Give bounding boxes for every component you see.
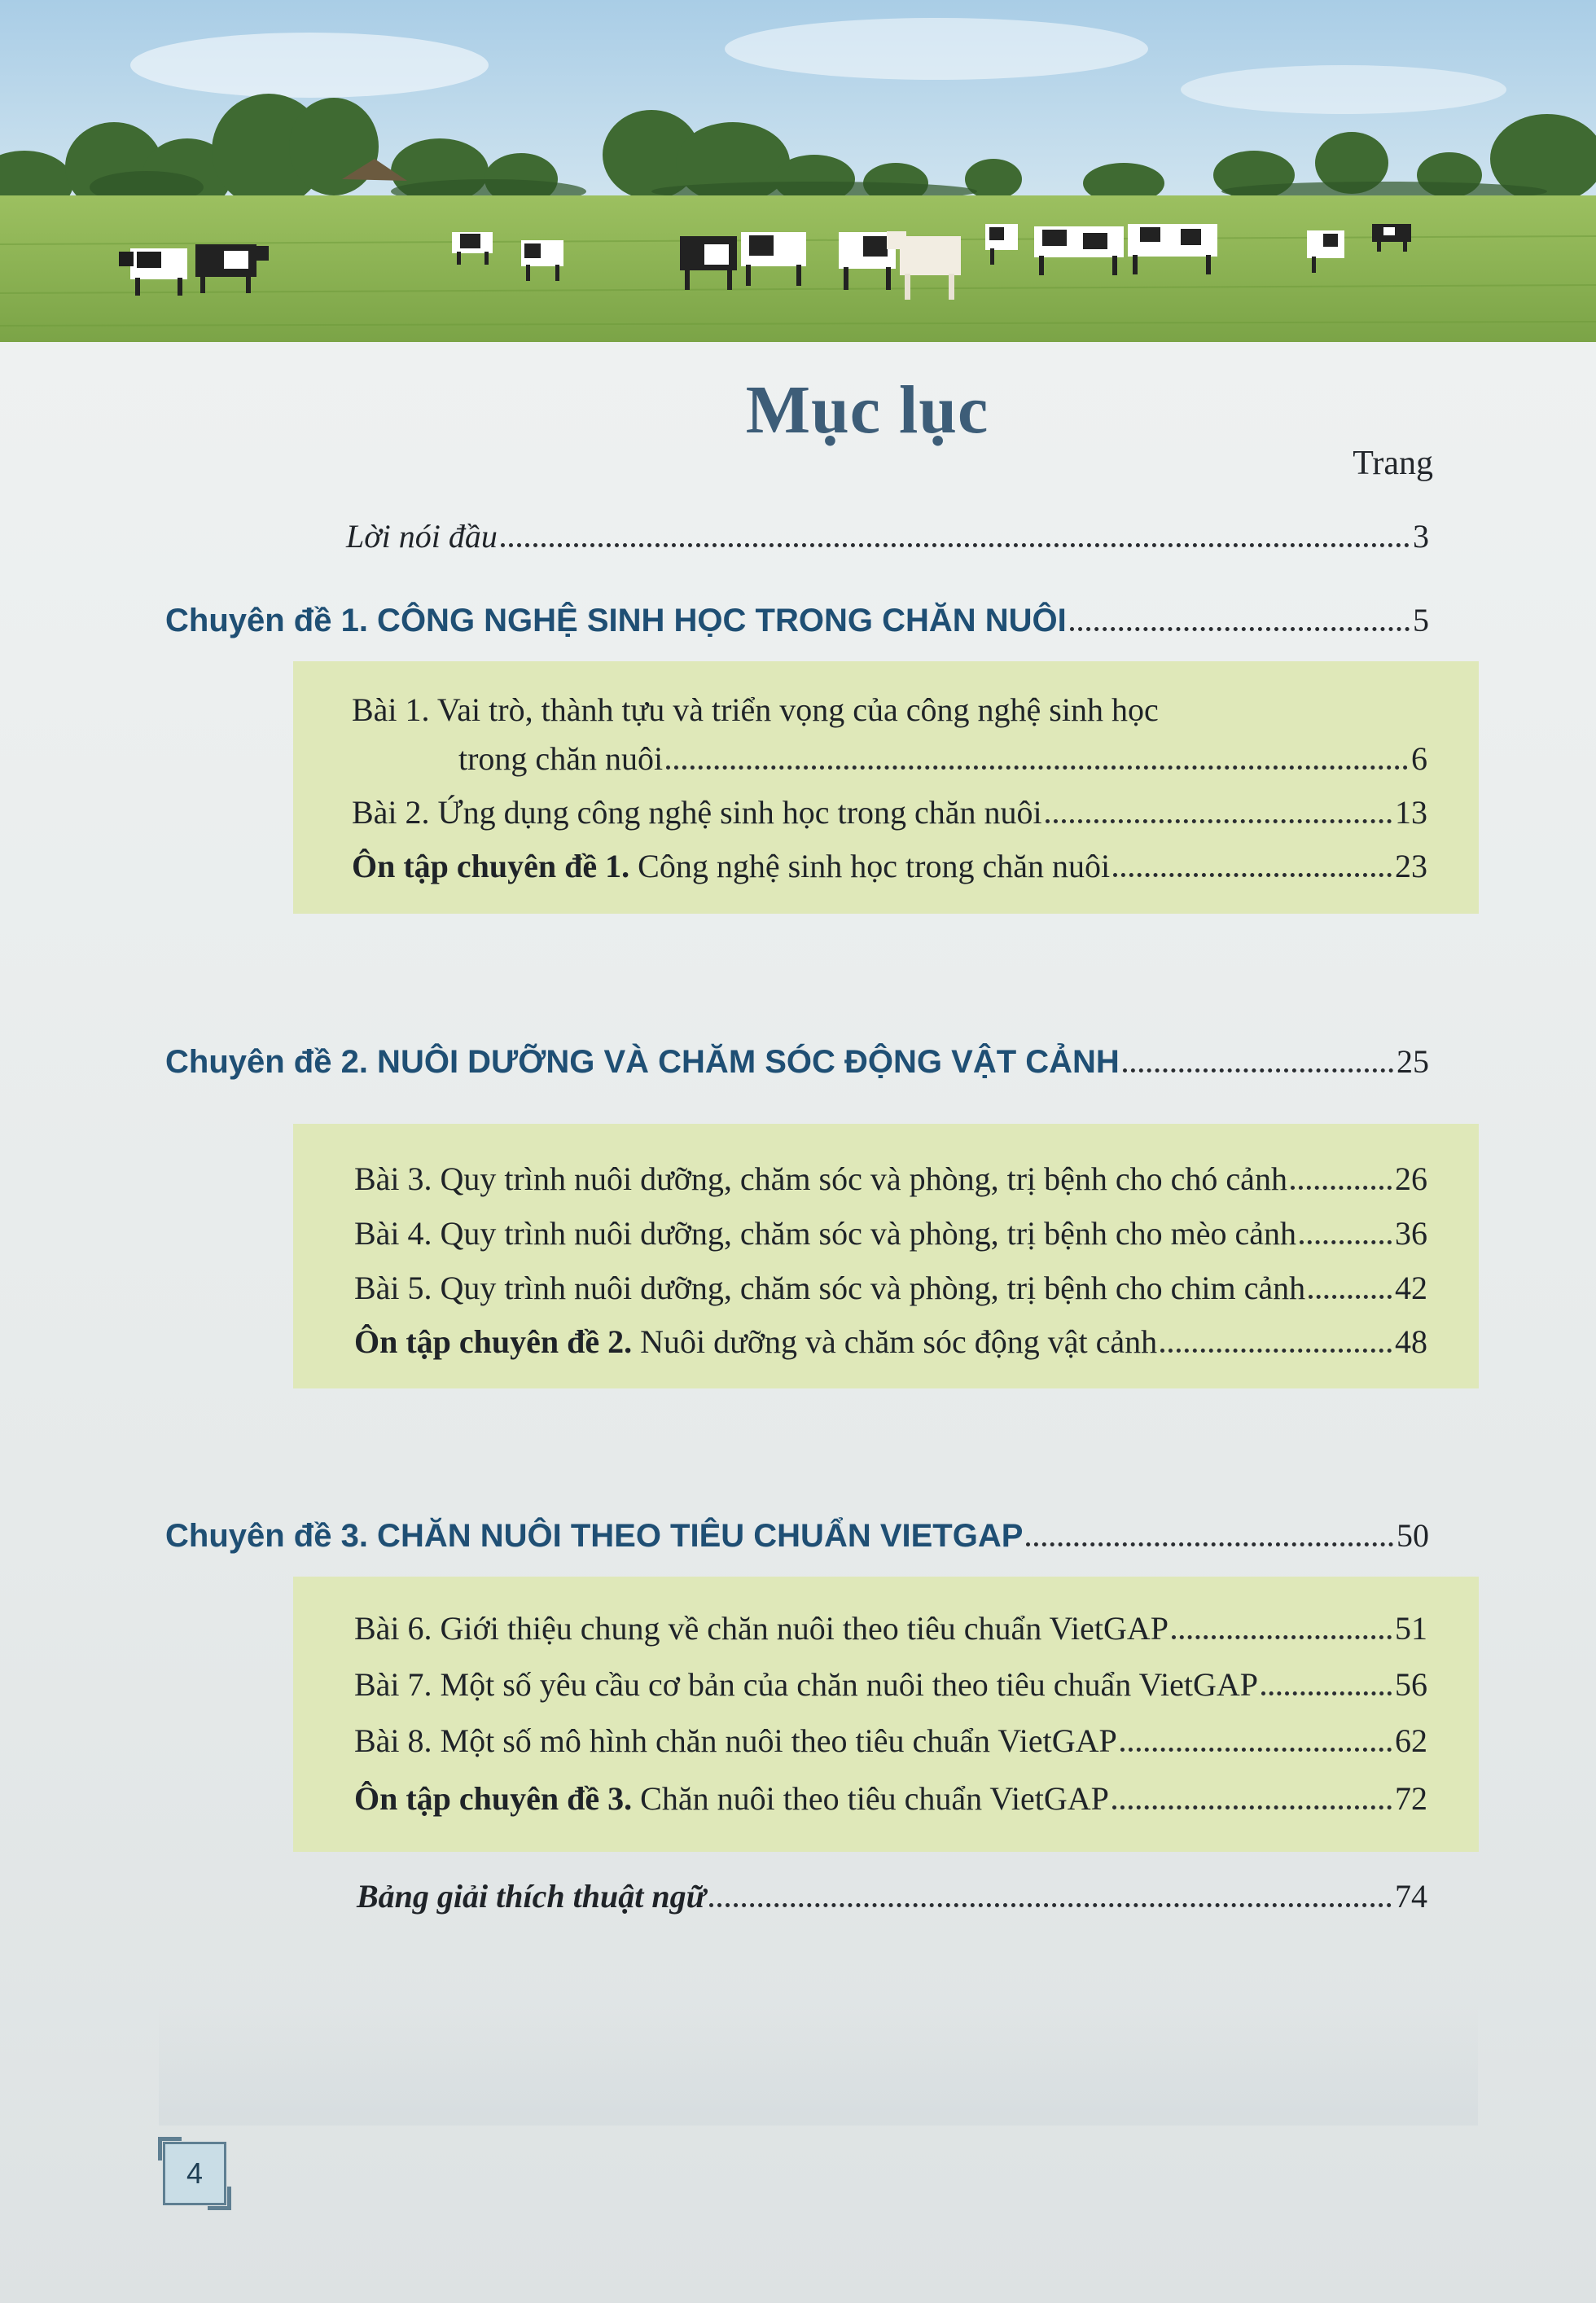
dot-leader bbox=[1112, 1805, 1392, 1809]
dot-leader bbox=[1120, 1748, 1392, 1752]
toc-page-number: 50 bbox=[1396, 1517, 1429, 1554]
toc-page-number: 13 bbox=[1395, 794, 1427, 831]
toc-entry-glossary[interactable] bbox=[357, 1877, 1427, 1915]
review-label: Nuôi dưỡng và chăm sóc động vật cảnh bbox=[632, 1323, 1158, 1360]
dot-leader bbox=[501, 543, 1410, 547]
lesson-label: Bài 3. Quy trình nuôi dưỡng, chăm sóc và phòng, trị bệnh cho chó cảnh bbox=[354, 1160, 1287, 1197]
toc-lesson-5[interactable] bbox=[354, 1269, 1427, 1307]
toc-review-3[interactable] bbox=[354, 1779, 1427, 1818]
toc-page-number: 25 bbox=[1396, 1043, 1429, 1080]
toc-page-number: 5 bbox=[1413, 602, 1429, 638]
chapter-label: Chuyên đề 3. CHĂN NUÔI THEO TIÊU CHUẨN VIETGAP bbox=[165, 1518, 1024, 1554]
review-label: Chăn nuôi theo tiêu chuẩn VietGAP bbox=[632, 1780, 1109, 1817]
toc-chapter-1[interactable] bbox=[165, 601, 1429, 639]
toc-page-number: 36 bbox=[1395, 1215, 1427, 1252]
lesson-label: Bài 6. Giới thiệu chung về chăn nuôi theo tiêu chuẩn VietGAP bbox=[354, 1610, 1169, 1647]
review-bold-label: Ôn tập chuyên đề 3. bbox=[354, 1780, 633, 1817]
dot-leader bbox=[1261, 1691, 1392, 1695]
dot-leader bbox=[1026, 1542, 1393, 1546]
toc-lesson-1[interactable] bbox=[458, 739, 1427, 778]
page-column-label: Trang bbox=[1353, 445, 1433, 482]
lesson-label: trong chăn nuôi bbox=[458, 740, 664, 777]
lesson-1-title-line1[interactable]: Bài 1. Vai trò, thành tựu và triển vọng của công nghệ sinh học bbox=[352, 691, 1159, 728]
toc-page-number: 26 bbox=[1395, 1160, 1427, 1197]
lesson-label: Bài 8. Một số mô hình chăn nuôi theo tiêu chuẩn VietGAP bbox=[354, 1722, 1117, 1759]
dot-leader bbox=[1113, 873, 1392, 877]
footer-shade bbox=[159, 2003, 1478, 2125]
lesson-label: Bài 7. Một số yêu cầu cơ bản của chăn nuôi theo tiêu chuẩn VietGAP bbox=[354, 1666, 1258, 1703]
toc-lesson-8[interactable] bbox=[354, 1722, 1427, 1760]
lesson-label: Bài 5. Quy trình nuôi dưỡng, chăm sóc và phòng, trị bệnh cho chim cảnh bbox=[354, 1270, 1306, 1306]
toc-chapter-2[interactable] bbox=[165, 1042, 1429, 1081]
toc-page-number: 42 bbox=[1395, 1270, 1427, 1306]
toc-entry-label: Bảng giải thích thuật ngữ bbox=[357, 1878, 706, 1915]
toc-page-number: 62 bbox=[1395, 1722, 1427, 1759]
dot-leader bbox=[1046, 819, 1392, 823]
chapter-label: Chuyên đề 1. CÔNG NGHỆ SINH HỌC TRONG CHĂN NUÔI bbox=[165, 603, 1067, 638]
chapter-label: Chuyên đề 2. NUÔI DƯỠNG VÀ CHĂM SÓC ĐỘNG VẬT CẢNH bbox=[165, 1044, 1120, 1080]
toc-entry-preface[interactable] bbox=[346, 517, 1429, 555]
dot-leader bbox=[1309, 1295, 1392, 1299]
toc-page-number: 74 bbox=[1395, 1878, 1427, 1915]
toc-review-1[interactable] bbox=[352, 847, 1427, 885]
dot-leader bbox=[1172, 1635, 1392, 1639]
toc-page-number: 23 bbox=[1395, 848, 1427, 884]
dot-leader bbox=[709, 1903, 1392, 1907]
toc-entry-label: Lời nói đầu bbox=[346, 518, 498, 555]
toc-page-number: 72 bbox=[1395, 1780, 1427, 1817]
toc-lesson-7[interactable] bbox=[354, 1665, 1427, 1704]
toc-lesson-3[interactable] bbox=[354, 1160, 1427, 1198]
toc-chapter-3[interactable] bbox=[165, 1516, 1429, 1555]
dot-leader bbox=[1160, 1349, 1392, 1353]
banner-image bbox=[0, 0, 1596, 346]
review-label: Công nghệ sinh học trong chăn nuôi bbox=[629, 848, 1111, 884]
toc-page-number: 51 bbox=[1395, 1610, 1427, 1647]
dot-leader bbox=[1291, 1186, 1392, 1190]
page-number-badge: 4 bbox=[163, 2142, 226, 2205]
dot-leader bbox=[1123, 1068, 1393, 1073]
review-bold-label: Ôn tập chuyên đề 2. bbox=[354, 1323, 633, 1360]
dot-leader bbox=[1300, 1240, 1392, 1244]
review-bold-label: Ôn tập chuyên đề 1. bbox=[352, 848, 630, 884]
toc-lesson-4[interactable] bbox=[354, 1214, 1427, 1252]
toc-page-number: 48 bbox=[1395, 1323, 1427, 1360]
toc-page-number: 3 bbox=[1413, 518, 1429, 555]
toc-review-2[interactable] bbox=[354, 1323, 1427, 1361]
lesson-label: Bài 2. Ứng dụng công nghệ sinh học trong chăn nuôi bbox=[352, 794, 1042, 831]
toc-page-number: 6 bbox=[1411, 740, 1427, 777]
page-title: Mục lục bbox=[745, 372, 989, 448]
dot-leader bbox=[1070, 627, 1410, 631]
toc-page-number: 56 bbox=[1395, 1666, 1427, 1703]
toc-lesson-6[interactable] bbox=[354, 1609, 1427, 1647]
dot-leader bbox=[666, 765, 1408, 770]
lesson-label: Bài 4. Quy trình nuôi dưỡng, chăm sóc và phòng, trị bệnh cho mèo cảnh bbox=[354, 1215, 1297, 1252]
toc-lesson-2[interactable] bbox=[352, 793, 1427, 831]
